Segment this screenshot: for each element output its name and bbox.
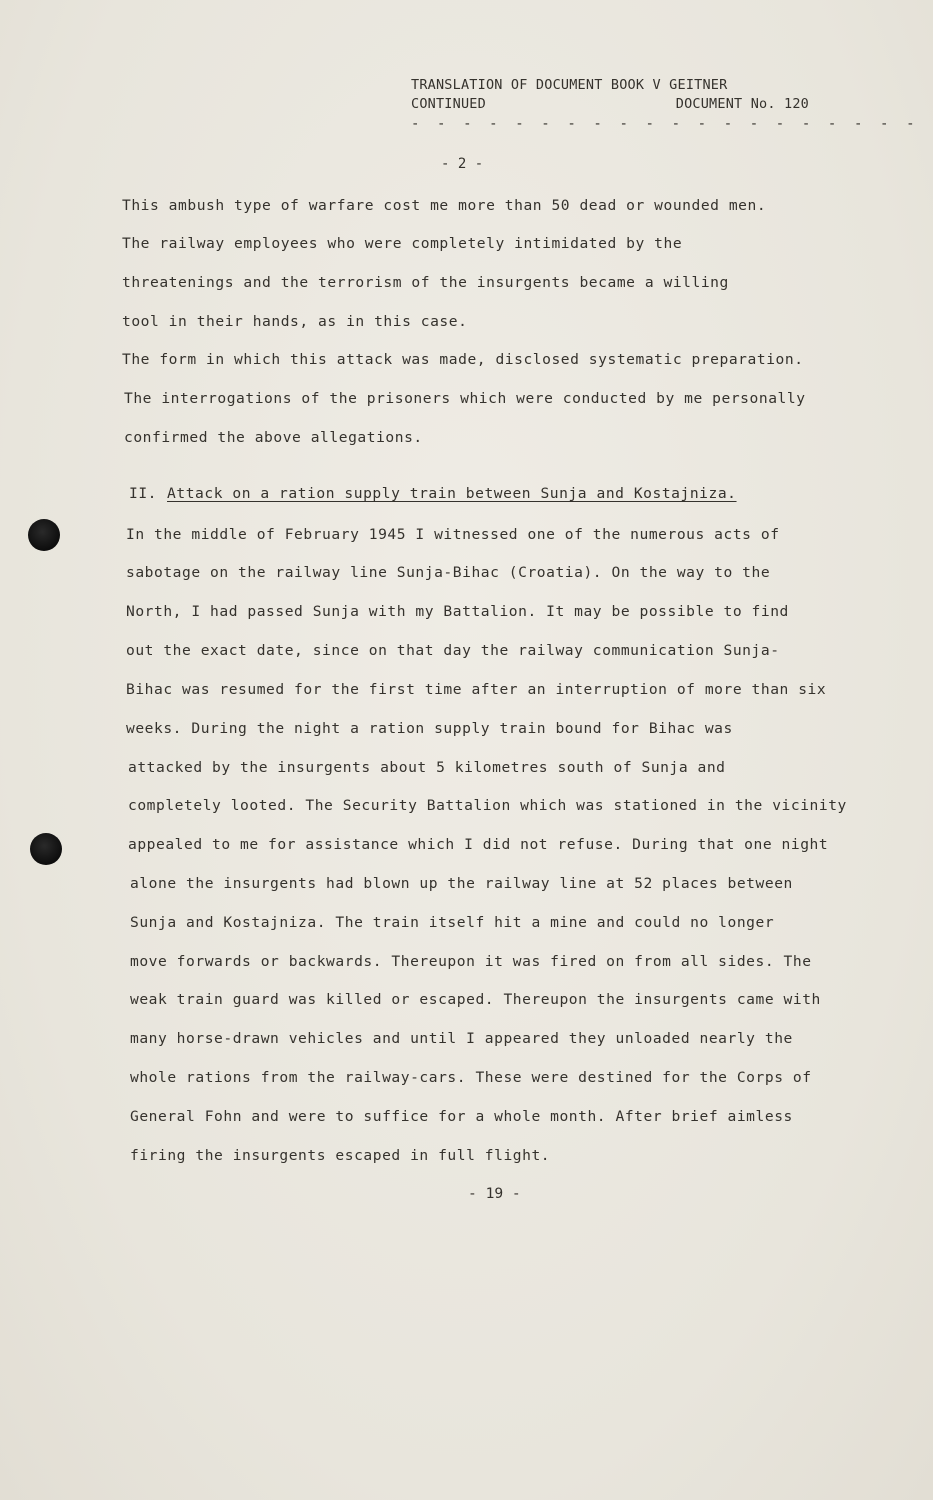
text-line: This ambush type of warfare cost me more than 50 dead or wounded men. bbox=[122, 197, 767, 214]
punch-hole-upper bbox=[28, 519, 60, 551]
text-line: firing the insurgents escaped in full flight. bbox=[130, 1147, 551, 1164]
text-line: The form in which this attack was made, disclosed systematic preparation. bbox=[122, 351, 804, 368]
header-separator: - - - - - - - - - - - - - - - - - - - - bbox=[411, 116, 920, 132]
text-line: North, I had passed Sunja with my Battalion. It may be possible to find bbox=[126, 603, 789, 620]
text-line: Sunja and Kostajniza. The train itself hit a mine and could no longer bbox=[130, 914, 775, 931]
text-line: out the exact date, since on that day the railway communication Sunja- bbox=[126, 642, 780, 659]
header-title: TRANSLATION OF DOCUMENT BOOK V GEITNER bbox=[411, 77, 728, 93]
section-number: II. bbox=[129, 485, 158, 502]
header-document-number: DOCUMENT No. 120 bbox=[675, 96, 809, 112]
text-line: whole rations from the railway-cars. These were destined for the Corps of bbox=[130, 1069, 812, 1086]
section-title: Attack on a ration supply train between Sunja and Kostajniza. bbox=[167, 485, 737, 502]
text-line: The interrogations of the prisoners which were conducted by me personally bbox=[124, 390, 806, 407]
text-line: weak train guard was killed or escaped. Thereupon the insurgents came with bbox=[130, 991, 821, 1008]
text-line: General Fohn and were to suffice for a whole month. After brief aimless bbox=[130, 1108, 793, 1125]
text-line: The railway employees who were completely intimidated by the bbox=[122, 235, 683, 252]
section-heading bbox=[129, 485, 737, 502]
text-line: completely looted. The Security Battalion which was stationed in the vicinity bbox=[128, 797, 847, 814]
text-line: tool in their hands, as in this case. bbox=[122, 313, 468, 330]
header-continued: CONTINUED bbox=[411, 96, 486, 112]
punch-hole-lower bbox=[30, 833, 62, 865]
page-number-bottom: - 19 - bbox=[468, 1185, 521, 1202]
text-line: move forwards or backwards. Thereupon it was fired on from all sides. The bbox=[130, 953, 812, 970]
document-header bbox=[411, 76, 831, 114]
text-line: alone the insurgents had blown up the railway line at 52 places between bbox=[130, 875, 793, 892]
text-line: threatenings and the terrorism of the insurgents became a willing bbox=[122, 274, 729, 291]
text-line: confirmed the above allegations. bbox=[124, 429, 423, 446]
text-line: In the middle of February 1945 I witnessed one of the numerous acts of bbox=[126, 526, 780, 543]
text-line: many horse-drawn vehicles and until I appeared they unloaded nearly the bbox=[130, 1030, 793, 1047]
text-line: sabotage on the railway line Sunja-Bihac (Croatia). On the way to the bbox=[126, 564, 771, 581]
text-line: weeks. During the night a ration supply train bound for Bihac was bbox=[126, 720, 733, 737]
text-line: appealed to me for assistance which I did not refuse. During that one night bbox=[128, 836, 829, 853]
text-line: Bihac was resumed for the first time after an interruption of more than six bbox=[126, 681, 827, 698]
page-number-top: - 2 - bbox=[441, 156, 484, 172]
text-line: attacked by the insurgents about 5 kilometres south of Sunja and bbox=[128, 759, 726, 776]
